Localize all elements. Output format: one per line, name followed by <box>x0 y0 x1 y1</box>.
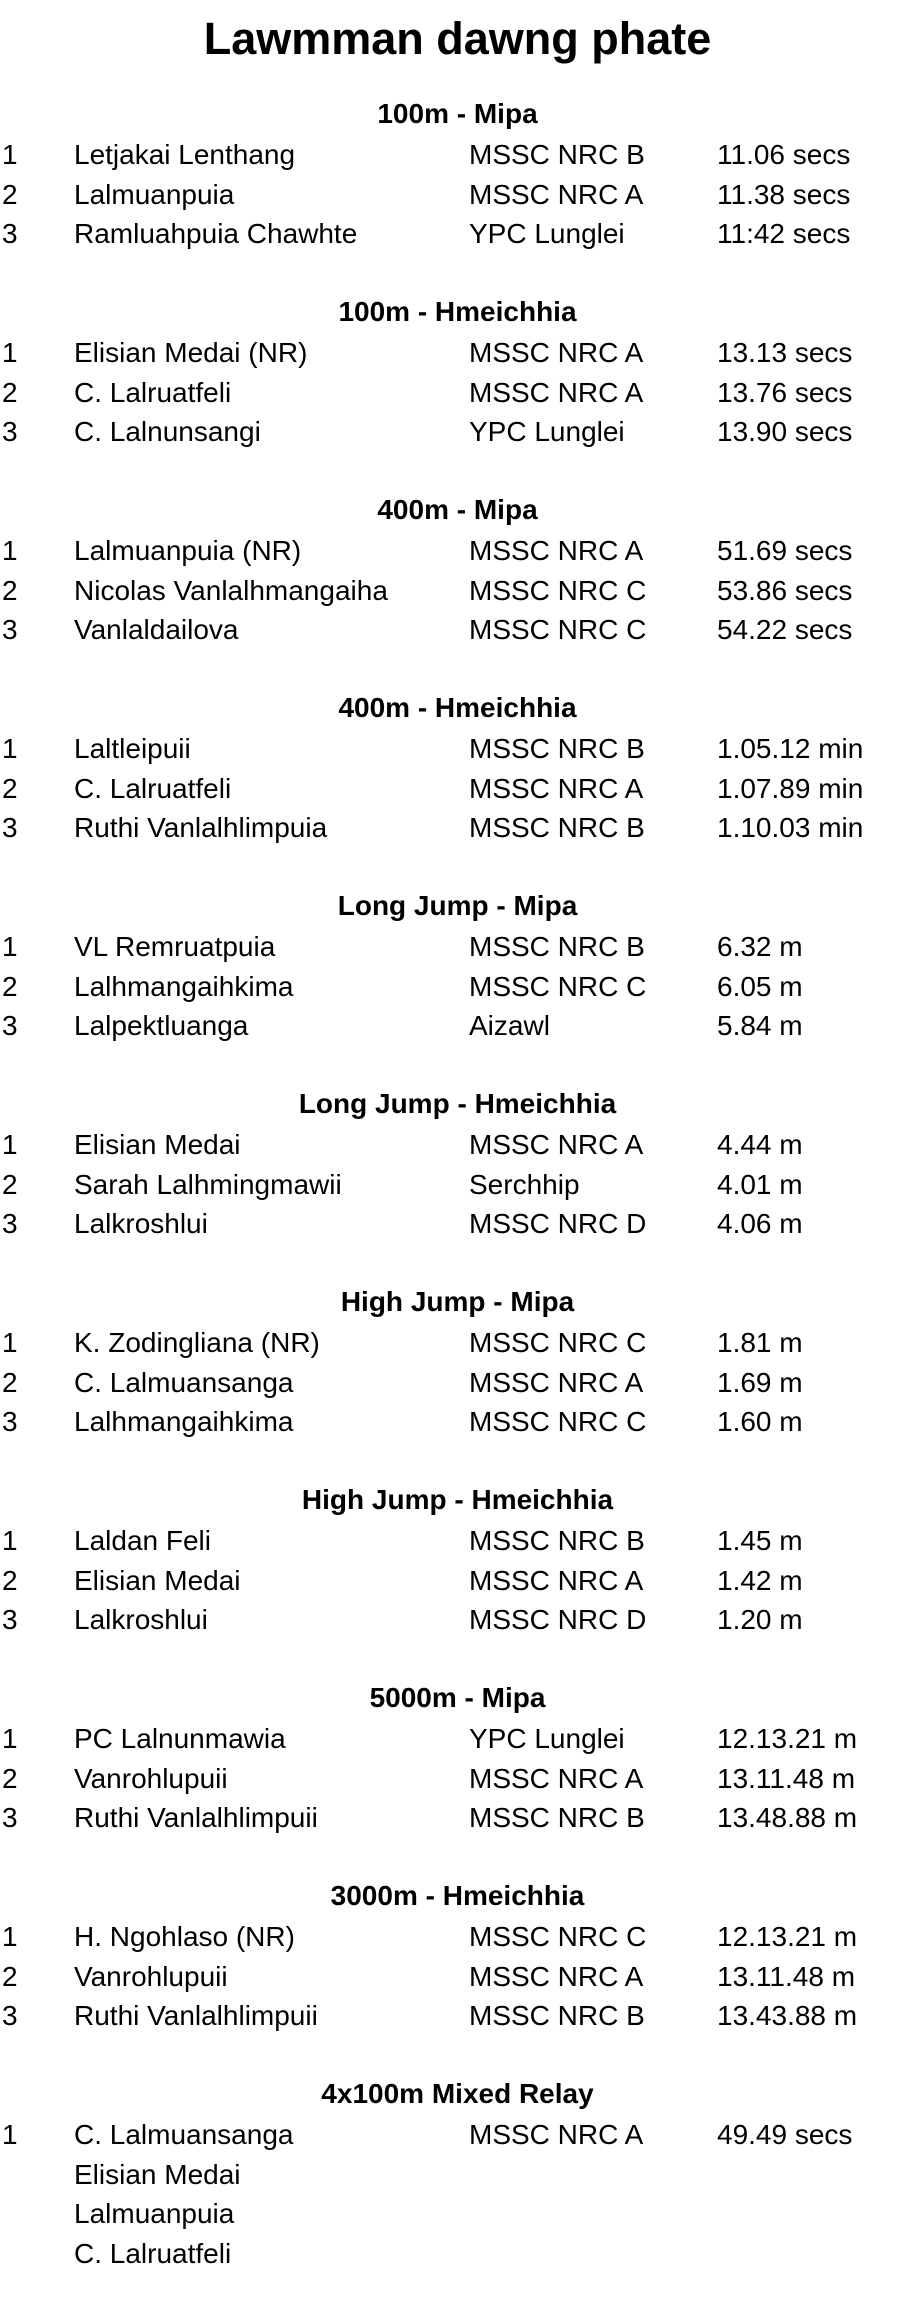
result-row <box>0 967 915 1007</box>
result-value: 5.84 m <box>717 1010 803 1042</box>
event-heading: Long Jump - Hmeichhia <box>298 1088 617 1119</box>
result-value: 1.81 m <box>717 1327 803 1358</box>
result-rank: 2 <box>2 1762 18 1794</box>
event-heading: 3000m - Hmeichhia <box>330 1880 585 1911</box>
athlete-name: H. Ngohlaso (NR) <box>74 1921 295 1952</box>
result-row <box>0 175 915 215</box>
team-name: MSSC NRC A <box>469 535 644 566</box>
result-row <box>0 1600 915 1640</box>
event-heading: 4x100m Mixed Relay <box>321 2078 594 2109</box>
team-name: MSSC NRC A <box>469 376 644 408</box>
result-value: 1.69 m <box>717 1366 803 1398</box>
team-name: MSSC NRC D <box>469 1208 647 1240</box>
result-rank: 2 <box>2 178 18 210</box>
result-value: 49.49 secs <box>717 2119 853 2150</box>
result-row <box>0 729 915 769</box>
result-row <box>0 1521 915 1561</box>
result-row <box>0 2155 915 2195</box>
result-value: 11.06 secs <box>717 139 851 170</box>
result-rank: 2 <box>2 1168 18 1200</box>
athlete-name: Lalkroshlui <box>74 1208 208 1240</box>
team-name: MSSC NRC B <box>469 139 645 170</box>
team-name: YPC Lunglei <box>469 218 625 250</box>
athlete-name: Elisian Medai <box>74 2158 241 2190</box>
result-value: 4.44 m <box>717 1129 803 1160</box>
team-name: MSSC NRC C <box>469 970 647 1002</box>
team-name: MSSC NRC C <box>469 1921 647 1952</box>
athlete-name: K. Zodingliana (NR) <box>74 1327 320 1358</box>
result-row <box>0 333 915 373</box>
result-rank: 1 <box>2 1129 18 1160</box>
result-value: 11.38 secs <box>717 178 851 210</box>
team-name: MSSC NRC B <box>469 812 645 844</box>
athlete-name: C. Lalmuansanga <box>74 1366 294 1398</box>
athlete-name: Lalmuanpuia <box>74 178 235 210</box>
team-name: MSSC NRC C <box>469 574 647 606</box>
result-rank: 1 <box>2 1921 18 1952</box>
result-rank: 2 <box>2 1564 18 1596</box>
result-row <box>0 610 915 650</box>
result-rank: 1 <box>2 337 18 368</box>
result-row <box>0 1917 915 1957</box>
result-value: 4.01 m <box>717 1168 803 1200</box>
result-row <box>0 1323 915 1363</box>
athlete-name: Elisian Medai <box>74 1564 241 1596</box>
athlete-name: Lalpektluanga <box>74 1010 249 1042</box>
result-rank: 3 <box>2 1406 18 1438</box>
athlete-name: Sarah Lalhmingmawii <box>74 1168 342 1200</box>
team-name: MSSC NRC B <box>469 1802 645 1834</box>
athlete-name: Lalmuanpuia <box>74 2198 235 2230</box>
athlete-name: VL Remruatpuia <box>74 931 276 962</box>
result-rank: 2 <box>2 1960 18 1992</box>
athlete-name: C. Lalnunsangi <box>74 416 261 448</box>
result-rank: 1 <box>2 733 18 764</box>
result-value: 13.13 secs <box>717 337 853 368</box>
team-name: MSSC NRC B <box>469 2000 645 2032</box>
result-rank: 3 <box>2 416 18 448</box>
team-name: MSSC NRC A <box>469 1129 644 1160</box>
result-row <box>0 1798 915 1838</box>
result-value: 13.11.48 m <box>717 1762 856 1794</box>
result-row <box>0 927 915 967</box>
athlete-name: Ruthi Vanlalhlimpuii <box>74 1802 318 1834</box>
result-rank: 3 <box>2 1010 18 1042</box>
event-heading: 5000m - Mipa <box>369 1682 546 1713</box>
result-row <box>0 412 915 452</box>
result-rank: 2 <box>2 772 18 804</box>
team-name: MSSC NRC A <box>469 178 644 210</box>
team-name: YPC Lunglei <box>469 416 625 448</box>
result-rank: 2 <box>2 574 18 606</box>
result-row <box>0 373 915 413</box>
team-name: MSSC NRC A <box>469 1366 644 1398</box>
result-row <box>0 1204 915 1244</box>
result-rank: 2 <box>2 970 18 1002</box>
event-heading: High Jump - Mipa <box>340 1286 575 1317</box>
athlete-name: Ruthi Vanlalhlimpuia <box>74 812 328 844</box>
athlete-name: C. Lalruatfeli <box>74 772 232 804</box>
result-value: 1.45 m <box>717 1525 803 1556</box>
athlete-name: C. Lalmuansanga <box>74 2119 294 2150</box>
result-value: 1.10.03 min <box>717 812 864 844</box>
athlete-name: Ruthi Vanlalhlimpuii <box>74 2000 318 2032</box>
athlete-name: Lalmuanpuia (NR) <box>74 535 302 566</box>
athlete-name: Laltleipuii <box>74 733 191 764</box>
result-row <box>0 571 915 611</box>
athlete-name: Letjakai Lenthang <box>74 139 296 170</box>
result-value: 6.05 m <box>717 970 803 1002</box>
result-row <box>0 2234 915 2274</box>
athlete-name: Vanlaldailova <box>74 614 239 646</box>
team-name: MSSC NRC A <box>469 2119 644 2150</box>
result-value: 6.32 m <box>717 931 803 962</box>
result-rank: 2 <box>2 376 18 408</box>
result-rank: 1 <box>2 931 18 962</box>
athlete-name: PC Lalnunmawia <box>74 1723 286 1754</box>
result-value: 13.76 secs <box>717 376 853 408</box>
result-rank: 1 <box>2 1327 18 1358</box>
result-row <box>0 1759 915 1799</box>
athlete-name: Lalhmangaihkima <box>74 1406 294 1438</box>
athlete-name: Vanrohlupuii <box>74 1960 228 1992</box>
team-name: MSSC NRC D <box>469 1604 647 1636</box>
result-rank: 3 <box>2 1802 18 1834</box>
result-rank: 3 <box>2 1208 18 1240</box>
result-row <box>0 2194 915 2234</box>
event-heading: Long Jump - Mipa <box>337 890 578 921</box>
result-value: 1.42 m <box>717 1564 803 1596</box>
event-heading: 100m - Hmeichhia <box>338 296 577 327</box>
result-rank: 1 <box>2 535 18 566</box>
team-name: MSSC NRC A <box>469 1564 644 1596</box>
result-value: 54.22 secs <box>717 614 853 646</box>
result-value: 13.43.88 m <box>717 2000 858 2032</box>
result-rank: 3 <box>2 2000 18 2032</box>
team-name: MSSC NRC C <box>469 1406 647 1438</box>
result-row <box>0 1006 915 1046</box>
result-value: 53.86 secs <box>717 574 853 606</box>
athlete-name: C. Lalruatfeli <box>74 376 232 408</box>
result-value: 1.20 m <box>717 1604 803 1636</box>
result-row <box>0 769 915 809</box>
result-value: 4.06 m <box>717 1208 803 1240</box>
result-value: 12.13.21 m <box>717 1921 858 1952</box>
team-name: Serchhip <box>469 1168 580 1200</box>
team-name: MSSC NRC A <box>469 1960 644 1992</box>
result-value: 1.60 m <box>717 1406 803 1438</box>
result-row <box>0 135 915 175</box>
result-row <box>0 1996 915 2036</box>
result-row <box>0 1402 915 1442</box>
page-title: Lawmman dawng phate <box>203 13 712 64</box>
result-value: 12.13.21 m <box>717 1723 858 1754</box>
athlete-name: Ramluahpuia Chawhte <box>74 218 358 250</box>
team-name: MSSC NRC C <box>469 1327 647 1358</box>
team-name: Aizawl <box>469 1010 550 1042</box>
result-row <box>0 1165 915 1205</box>
result-rank: 2 <box>2 1366 18 1398</box>
event-heading: 400m - Hmeichhia <box>338 692 577 723</box>
event-heading: High Jump - Hmeichhia <box>301 1484 614 1515</box>
result-row <box>0 1957 915 1997</box>
event-heading: 100m - Mipa <box>377 98 538 129</box>
team-name: MSSC NRC C <box>469 614 647 646</box>
result-row <box>0 2115 915 2155</box>
result-value: 13.90 secs <box>717 416 853 448</box>
team-name: MSSC NRC B <box>469 931 645 962</box>
result-row <box>0 531 915 571</box>
result-rank: 3 <box>2 614 18 646</box>
team-name: MSSC NRC B <box>469 733 645 764</box>
athlete-name: Elisian Medai (NR) <box>74 337 308 368</box>
athlete-name: Laldan Feli <box>74 1525 211 1556</box>
team-name: YPC Lunglei <box>469 1723 625 1754</box>
result-rank: 1 <box>2 1525 18 1556</box>
result-row <box>0 808 915 848</box>
athlete-name: Elisian Medai <box>74 1129 241 1160</box>
athlete-name: C. Lalruatfeli <box>74 2237 232 2269</box>
result-row <box>0 1719 915 1759</box>
result-row <box>0 214 915 254</box>
team-name: MSSC NRC A <box>469 772 644 804</box>
athlete-name: Lalhmangaihkima <box>74 970 294 1002</box>
athlete-name: Vanrohlupuii <box>74 1762 228 1794</box>
result-value: 11:42 secs <box>717 218 851 250</box>
result-value: 13.48.88 m <box>717 1802 858 1834</box>
result-rank: 1 <box>2 2119 18 2150</box>
athlete-name: Nicolas Vanlalhmangaiha <box>74 574 388 606</box>
result-value: 13.11.48 m <box>717 1960 856 1992</box>
result-rank: 1 <box>2 1723 18 1754</box>
team-name: MSSC NRC A <box>469 337 644 368</box>
athlete-name: Lalkroshlui <box>74 1604 208 1636</box>
result-row <box>0 1363 915 1403</box>
result-rank: 3 <box>2 812 18 844</box>
result-value: 1.07.89 min <box>717 772 864 804</box>
result-value: 51.69 secs <box>717 535 853 566</box>
result-rank: 3 <box>2 1604 18 1636</box>
event-heading: 400m - Mipa <box>377 494 538 525</box>
result-rank: 1 <box>2 139 18 170</box>
result-row <box>0 1125 915 1165</box>
result-row <box>0 1561 915 1601</box>
team-name: MSSC NRC B <box>469 1525 645 1556</box>
team-name: MSSC NRC A <box>469 1762 644 1794</box>
result-rank: 3 <box>2 218 18 250</box>
result-value: 1.05.12 min <box>717 733 864 764</box>
